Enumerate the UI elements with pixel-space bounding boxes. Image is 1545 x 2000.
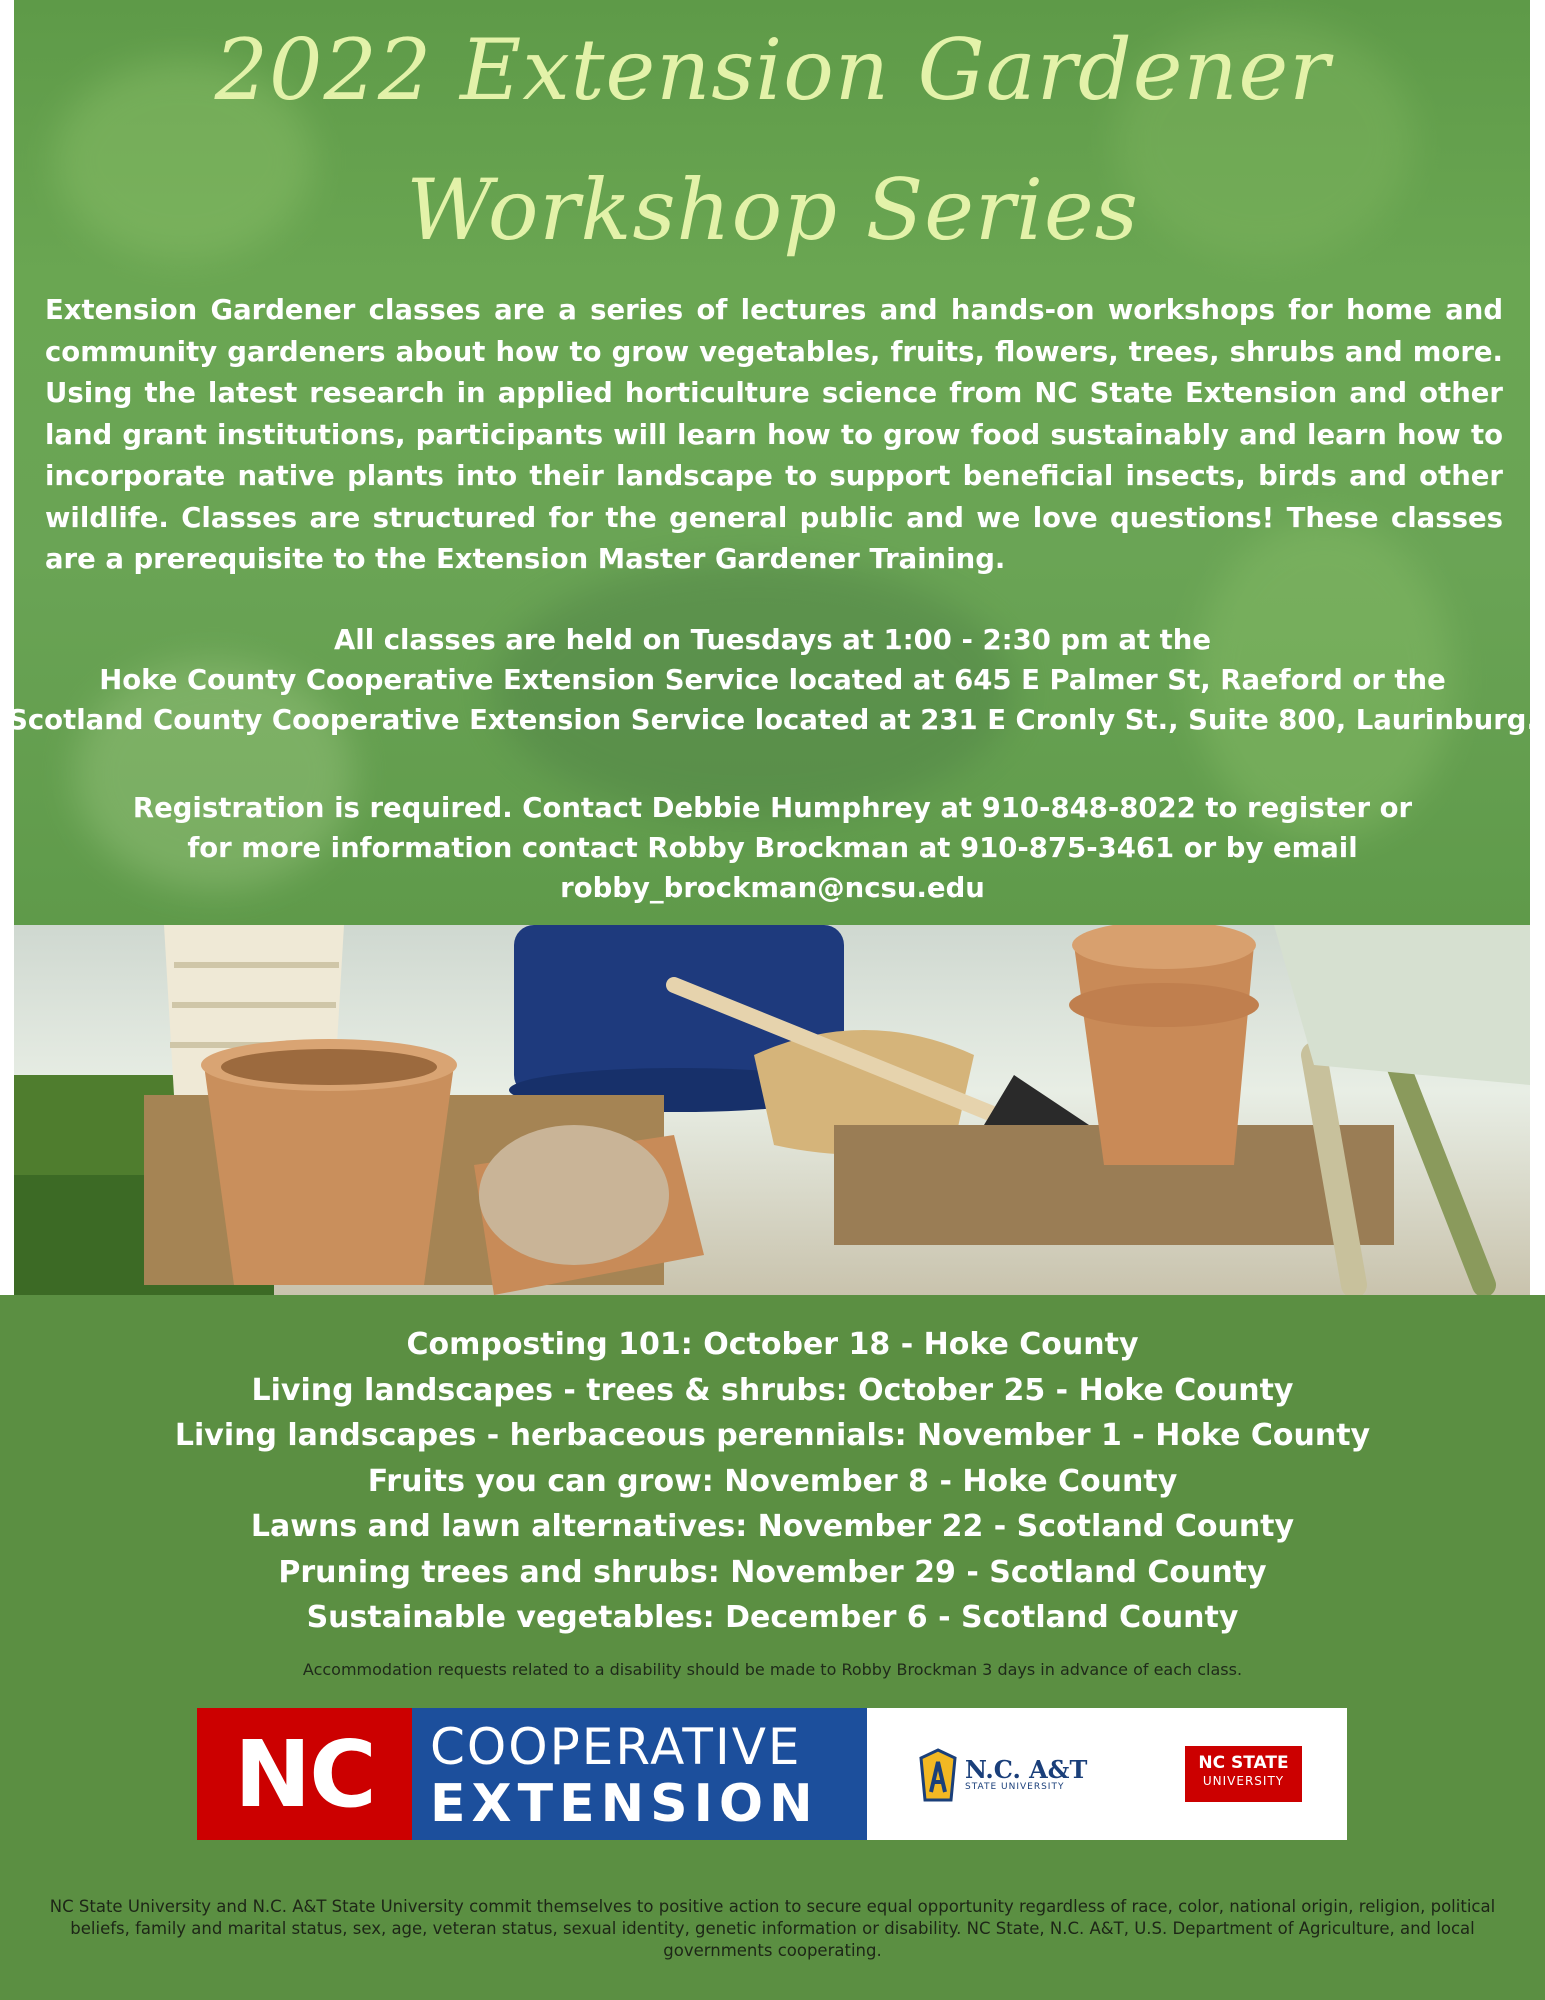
schedule-item: Pruning trees and shrubs: November 29 - Scotland County [278,1554,1267,1590]
ncat-logo [919,1748,1087,1802]
ncat-subtitle: STATE UNIVERSITY [965,1782,1065,1792]
registration-line-1: Registration is required. Contact Debbie Humphrey at 910-848-8022 to register or [132,792,1413,824]
schedule-item: Fruits you can grow: November 8 - Hoke County [367,1463,1178,1499]
accommodation-note: Accommodation requests related to a disability should be made to Robby Brockman 3 days in advance of each class. [302,1660,1243,1679]
partner-logo-bar [197,1708,1347,1840]
location-block [0,620,1545,740]
garden-photo [14,925,1530,1295]
legal-disclaimer: NC State University and N.C. A&T State University commit themselves to positive action to secure equal opportunity regardless of race, color, national origin, religion, political beliefs, family and marital status, sex, age, veteran status, sexual identity, genetic information or disability. NC State, N.C. A&T, U.S. Department of Agriculture, and local governments cooperating. [49,1897,1496,1960]
nc-logo: NC [197,1708,412,1840]
schedule-item: Composting 101: October 18 - Hoke County [406,1327,1139,1362]
garden-photo-illustration [14,925,1530,1295]
cooperative-text: COOPERATIVE [430,1718,802,1776]
ncat-name: N.C. A&T [965,1755,1088,1784]
cooperative-extension-logo [412,1708,867,1840]
title-line-2: Workshop Series [406,161,1139,259]
ncstate-logo [1185,1746,1302,1802]
location-line-2: Hoke County Cooperative Extension Service located at 645 E Palmer St, Raeford or the [99,664,1446,696]
schedule-item: Lawns and lawn alternatives: November 22 - Scotland County [250,1509,1295,1544]
extension-text: EXTENSION [430,1774,819,1834]
registration-block [0,788,1545,908]
schedule-item: Living landscapes - trees & shrubs: October 25 - Hoke County [251,1372,1294,1408]
schedule-item: Living landscapes - herbaceous perennials: November 1 - Hoke County [174,1418,1371,1453]
schedule-item: Sustainable vegetables: December 6 - Scotland County [306,1600,1239,1635]
registration-email: robby_brockman@ncsu.edu [560,872,985,904]
schedule-list [0,1322,1545,1641]
aggie-emblem-icon [919,1748,957,1802]
title-line-1: 2022 Extension Gardener [214,21,1331,119]
intro-paragraph: Extension Gardener classes are a series of lectures and hands-on workshops for home and community gardeners about how to grow vegetables, fruits, flowers, trees, shrubs and more. Using the latest research in applied horticulture science from NC State Extension and other land grant institutions, participants will learn how to grow food sustainably and learn how to incorporate native plants into their landscape to support beneficial insects, birds and other wildlife. Classes are structured for the general public and we love questions! These classes are a prerequisite to the Extension Master Gardener Training. [45,294,1503,575]
ncstate-line-1: NC STATE [1198,1753,1289,1773]
location-line-3: Scotland County Cooperative Extension Service located at 231 E Cronly St., Suite 800, Laurinburg. [8,704,1537,736]
registration-line-2: for more information contact Robby Brockman at 910-875-3461 or by email [187,832,1358,864]
location-line-1: All classes are held on Tuesdays at 1:00 - 2:30 pm at the [333,624,1211,656]
ncstate-line-2: UNIVERSITY [1202,1774,1285,1788]
